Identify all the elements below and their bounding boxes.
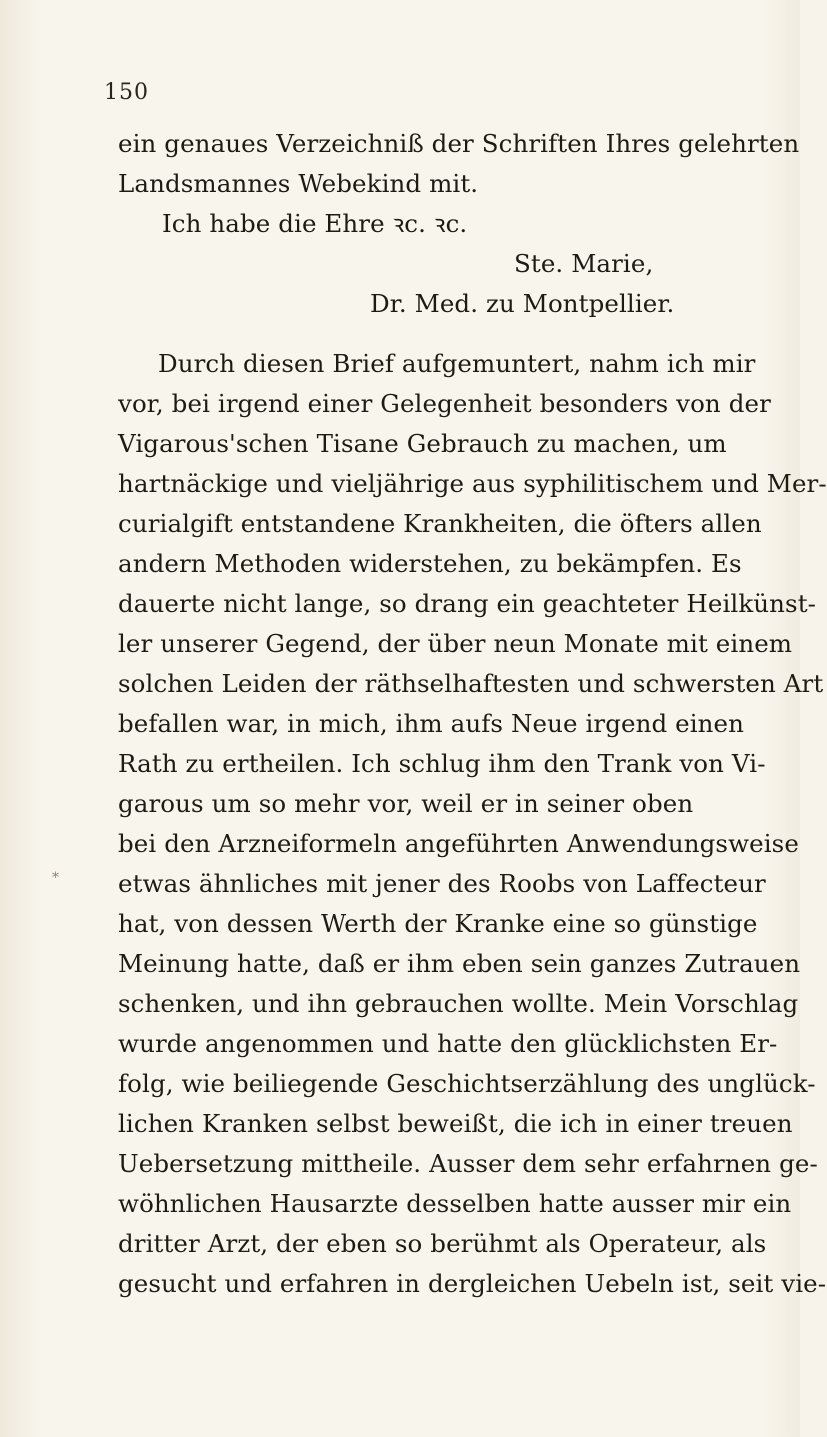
page-text [118,124,827,1304]
paragraph-line: Vigarous'schen Tisane Gebrauch zu machen, um [118,429,727,458]
paragraph-line: Uebersetzung mittheile. Ausser dem sehr erfahrnen ge- [118,1149,818,1178]
paragraph-line: hartnäckige und vieljährige aus syphilitischem und Mer- [118,469,827,498]
signature-name: Ste. Marie, [514,249,654,278]
paragraph-line: schenken, und ihn gebrauchen wollte. Mein Vorschlag [118,989,799,1018]
paragraph-line: garous um so mehr vor, weil er in seiner oben [118,789,694,818]
paragraph-line: lichen Kranken selbst beweißt, die ich in einer treuen [118,1109,793,1138]
margin-mark: * [52,870,59,886]
paragraph-line: etwas ähnliches mit jener des Roobs von Laffecteur [118,869,766,898]
paragraph-line: befallen war, in mich, ihm aufs Neue irgend einen [118,709,745,738]
paragraph-line: solchen Leiden der räthselhaftesten und schwersten Art [118,669,824,698]
paragraph-line: wurde angenommen und hatte den glücklichsten Er- [118,1029,778,1058]
paragraph-line: folg, wie beiliegende Geschichtserzählung des unglück- [118,1069,816,1098]
paragraph-line: Durch diesen Brief aufgemuntert, nahm ich mir [158,349,756,378]
paragraph-line: dritter Arzt, der eben so berühmt als Operateur, als [118,1229,767,1258]
page-number: 150 [104,80,149,105]
letter-line-2: Landsmannes Webekind mit. [118,169,479,198]
signature-title: Dr. Med. zu Montpellier. [370,289,675,318]
paragraph-line: gesucht und erfahren in dergleichen Uebeln ist, seit vie- [118,1269,827,1298]
paragraph-line: Meinung hatte, daß er ihm eben sein ganzes Zutrauen [118,949,801,978]
letter-line-1: ein genaues Verzeichniß der Schriften Ihres gelehrten [118,129,800,158]
paragraph-line: andern Methoden widerstehen, zu bekämpfen. Es [118,549,742,578]
paragraph-line: hat, von dessen Werth der Kranke eine so günstige [118,909,758,938]
paragraph-line: curialgift entstandene Krankheiten, die öfters allen [118,509,762,538]
paragraph-line: dauerte nicht lange, so drang ein geachteter Heilkünst- [118,589,817,618]
paragraph-gap [118,324,718,344]
paragraph-line: Rath zu ertheilen. Ich schlug ihm den Trank von Vi- [118,749,766,778]
paragraph-line: vor, bei irgend einer Gelegenheit besonders von der [118,389,771,418]
letter-closing: Ich habe die Ehre ꝛc. ꝛc. [162,209,468,238]
paragraph-line: wöhnlichen Hausarzte desselben hatte ausser mir ein [118,1189,792,1218]
paragraph-line: bei den Arzneiformeln angeführten Anwendungsweise [118,829,799,858]
paragraph-line: ler unserer Gegend, der über neun Monate mit einem [118,629,793,658]
